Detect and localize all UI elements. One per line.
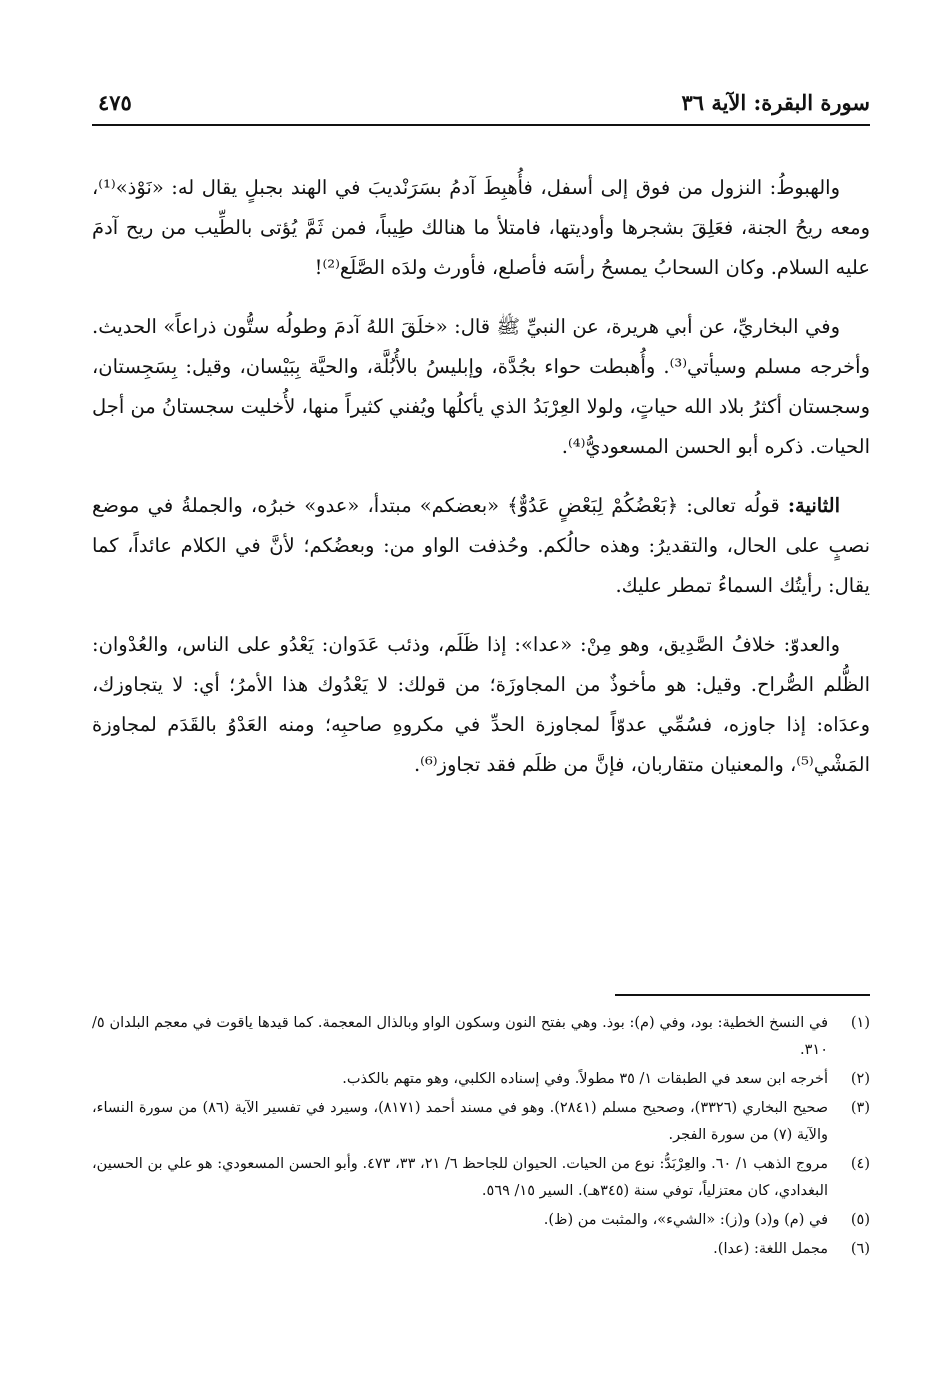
paragraph-text: قولُه تعالى: ﴿بَعْضُكُمْ لِبَعْضٍ عَدُوٌّ﴾ «بعضكم» مبتدأ، «عدو» خبرُه، والجملةُ في موضع نصبٍ على الحال، والتقديرُ: وهذه حالُكم. وحُذفت الواو من: وبعضُكم؛ لأنَّ في الكلام عائداً، كما يقال: رأيتُك السماءُ تمطر عليك. [92, 494, 870, 597]
footnote [92, 1207, 870, 1234]
paragraph-bukhari [92, 307, 870, 467]
main-text [92, 168, 870, 804]
footnote [92, 1236, 870, 1263]
page-number: ٤٧٥ [98, 90, 132, 115]
paragraph-text: وفي البخاريِّ، عن أبي هريرة، عن النبيِّ ﷺ قال: «خلَقَ اللهُ آدمَ وطولُه ستُّون ذراعاً» الحديث. وأخرجه مسلم وسيأتي⁽³⁾. وأُهبطت حواء بجُدَّة، وإبليسُ بالأُبُلَّة، والحيَّة بِبَيْسان، وقيل: بِسَجِستان، وسجستان أكثرُ بلاد الله حياتٍ، ولولا العِرْبَدُ الذي يأكلُها ويُفني كثيراً منها، لأُخليت سجستانُ من أجل الحيات. ذكره أبو الحسن المسعوديُّ⁽⁴⁾. [92, 315, 870, 458]
footnote-number: (٣) [850, 1100, 870, 1116]
footnote-text: أخرجه ابن سعد في الطبقات ١/ ٣٥ مطولاً. وفي إسناده الكلبي، وهو متهم بالكذب. [342, 1071, 828, 1087]
footnote-number: (٥) [850, 1212, 870, 1228]
paragraph-second-issue [92, 486, 870, 606]
footnote-text: مروج الذهب ١/ ٦٠. والعِرْبَدُّ: نوع من الحيات. الحيوان للجاحظ ٦/ ٢١، ٣٣، ٤٧٣. وأبو الحسن المسعودي: هو علي بن الحسين، البغدادي، كان معتزلياً، توفي سنة (٣٤٥هـ). السير ١٥/ ٥٦٩. [92, 1156, 829, 1199]
footnote-text: في النسخ الخطية: بود، وفي (م): بوذ. وهي بفتح النون وسكون الواو وبالذال المعجمة. كما قيدها ياقوت في معجم البلدان ٥/ ٣١٠. [92, 1015, 828, 1058]
footnote-text: صحيح البخاري (٣٣٢٦)، وصحيح مسلم (٢٨٤١). وهو في مسند أحمد (٨١٧١)، وسيرد في تفسير الآية (٨٦) من سورة النساء، والآية (٧) من سورة الفجر. [92, 1100, 829, 1143]
footnote-text: في (م) و(د) و(ز): «الشيء»، والمثبت من (ظ). [543, 1212, 828, 1228]
paragraph-text: والعدوّ: خلافُ الصَّدِيق، وهو مِنْ: «عدا»: إذا ظَلَم، وذئب عَدَوان: يَعْدُو على الناس، والعُدْوان: الظُّلم الصُّراح. وقيل: هو مأخوذٌ من المجاوزَة؛ من قولك: لا يَعْدُوك هذا الأمرُ؛ أي: لا يتجاوزك، وعدَاه: إذا جاوزه، فسُمِّي عدوّاً لمجاوزة الحدِّ في مكروهِ صاحبِه؛ ومنه العَدْوُ بالقَدَم لمجاوزة المَشْي⁽⁵⁾، والمعنيان متقاربان، فإنَّ من ظلَم فقد تجاوز⁽⁶⁾. [92, 633, 870, 776]
footnote-number: (٦) [850, 1241, 870, 1257]
paragraph-enemy [92, 625, 870, 785]
issue-heading: الثانية: [787, 494, 840, 517]
footnote [92, 1151, 870, 1205]
footnote [92, 1095, 870, 1149]
running-title: سورة البقرة: الآية ٣٦ [681, 90, 870, 115]
footnote-text: مجمل اللغة: (عدا). [713, 1241, 828, 1257]
footnote-number: (٢) [850, 1071, 870, 1087]
footnote-number: (١) [850, 1015, 870, 1031]
footnote [92, 1010, 870, 1064]
footnote [92, 1066, 870, 1093]
footnote-divider [615, 994, 870, 996]
paragraph-hubut [92, 168, 870, 288]
paragraph-text: والهبوطُ: النزول من فوق إلى أسفل، فأُهبِطَ آدمُ بسَرَنْديبَ في الهند بجبلٍ يقال له: «نَوْذ»⁽¹⁾، ومعه ريحُ الجنة، فعَلِقَ بشجرها وأوديتها، فامتلأ ما هنالك طِيباً، فمن ثَمَّ يُؤتى بالطِّيب من ريح آدمَ عليه السلام. وكان السحابُ يمسحُ رأسَه فأصلع، فأورث ولدَه الصَّلَع⁽²⁾! [92, 176, 870, 279]
book-page [92, 88, 870, 1378]
footnote-number: (٤) [850, 1156, 870, 1172]
page-header [92, 88, 870, 126]
footnotes [92, 1010, 870, 1265]
